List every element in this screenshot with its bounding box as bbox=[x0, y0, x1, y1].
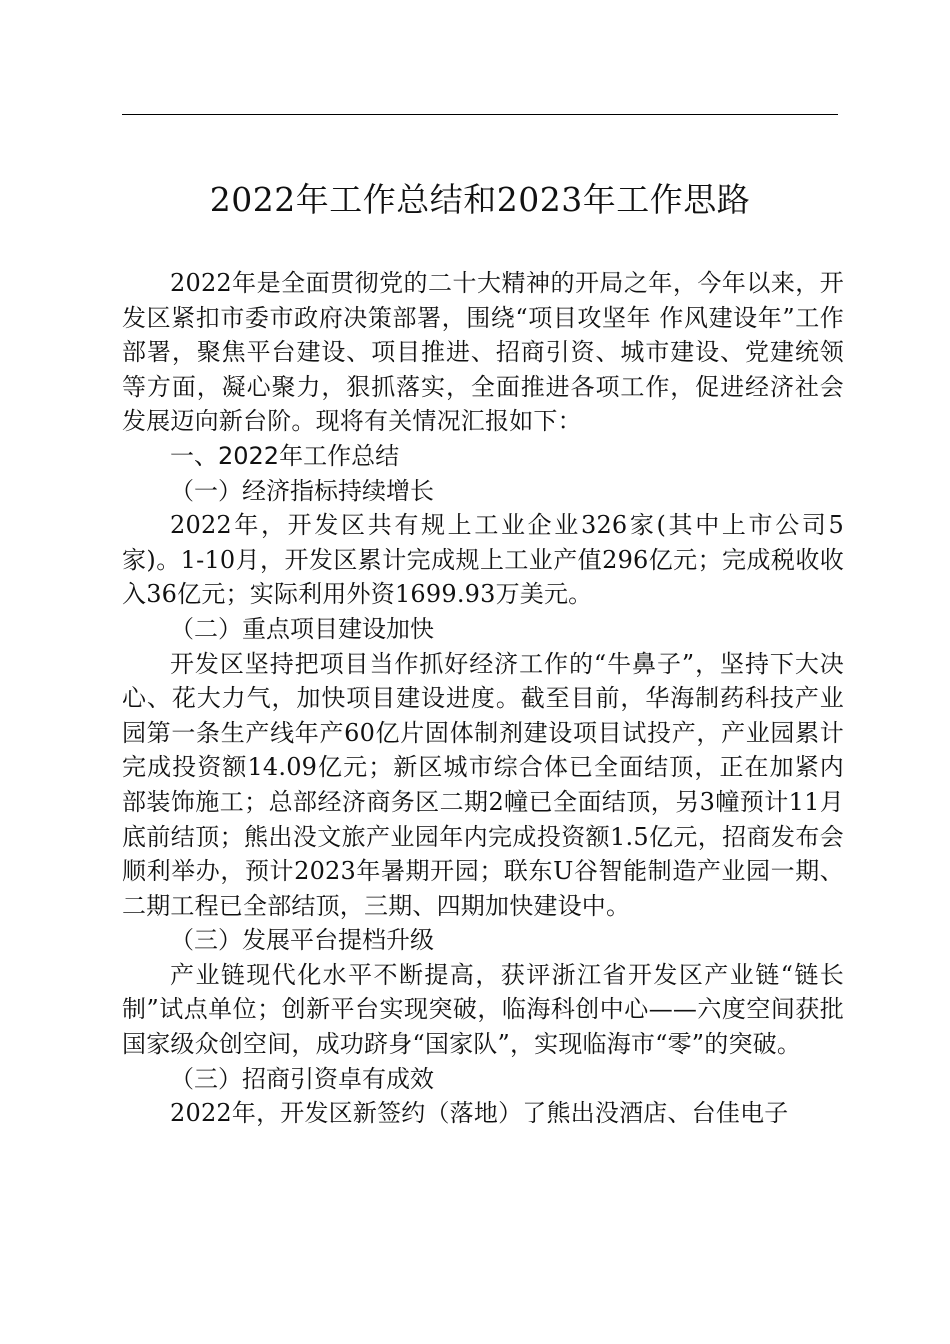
subsection-heading-platform: （三）发展平台提档升级 bbox=[170, 926, 434, 955]
intro-paragraph: 2022年是全面贯彻党的二十大精神的开局之年，今年以来，开发区紧扣市委市政府决策部署，围绕“项目攻坚年 作风建设年”工作部署，聚焦平台建设、项目推进、招商引资、城市建设、党建统领等方面，凝心聚力，狠抓落实，全面推进各项工作，促进经济社会发展迈向新台阶。现将有关情况汇报如下： bbox=[122, 269, 844, 436]
platform-paragraph: 产业链现代化水平不断提高，获评浙江省开发区产业链“链长制”试点单位；创新平台实现突破，临海科创中心——六度空间获批国家级众创空间，成功跻身“国家队”，实现临海市“零”的突破。 bbox=[122, 960, 844, 1059]
economy-paragraph: 2022年，开发区共有规上工业企业326家(其中上市公司5家)。1-10月，开发区累计完成规上工业产值296亿元；完成税收收入36亿元；实际利用外资1699.93万美元。 bbox=[122, 511, 844, 609]
projects-paragraph: 开发区坚持把项目当作抓好经济工作的“牛鼻子”，坚持下大决心、花大力气，加快项目建设进度。截至目前，华海制药科技产业园第一条生产线年产60亿片固体制剂建设项目试投产，产业园累计完成投资额14.09亿元；新区城市综合体已全面结顶，正在加紧内部装饰施工；总部经济商务区二期2幢已全面结顶，另3幢预计11月底前结顶；熊出没文旅产业园年内完成投资额1.5亿元，招商发布会顺利举办，预计2023年暑期开园；联东U谷智能制造产业园一期、二期工程已全部结顶，三期、四期加快建设中。 bbox=[122, 649, 844, 920]
document-body bbox=[122, 266, 844, 1131]
subsection-heading-economy: （一）经济指标持续增长 bbox=[170, 476, 434, 505]
investment-paragraph: 2022年，开发区新签约（落地）了熊出没酒店、台佳电子 bbox=[170, 1099, 789, 1128]
subsection-heading-investment: （三）招商引资卓有成效 bbox=[170, 1064, 434, 1093]
document-title: 2022年工作总结和2023年工作思路 bbox=[209, 180, 751, 219]
subsection-heading-projects: （二）重点项目建设加快 bbox=[170, 614, 434, 643]
section-heading-summary: 一、2022年工作总结 bbox=[170, 441, 400, 470]
header-rule bbox=[122, 114, 838, 115]
